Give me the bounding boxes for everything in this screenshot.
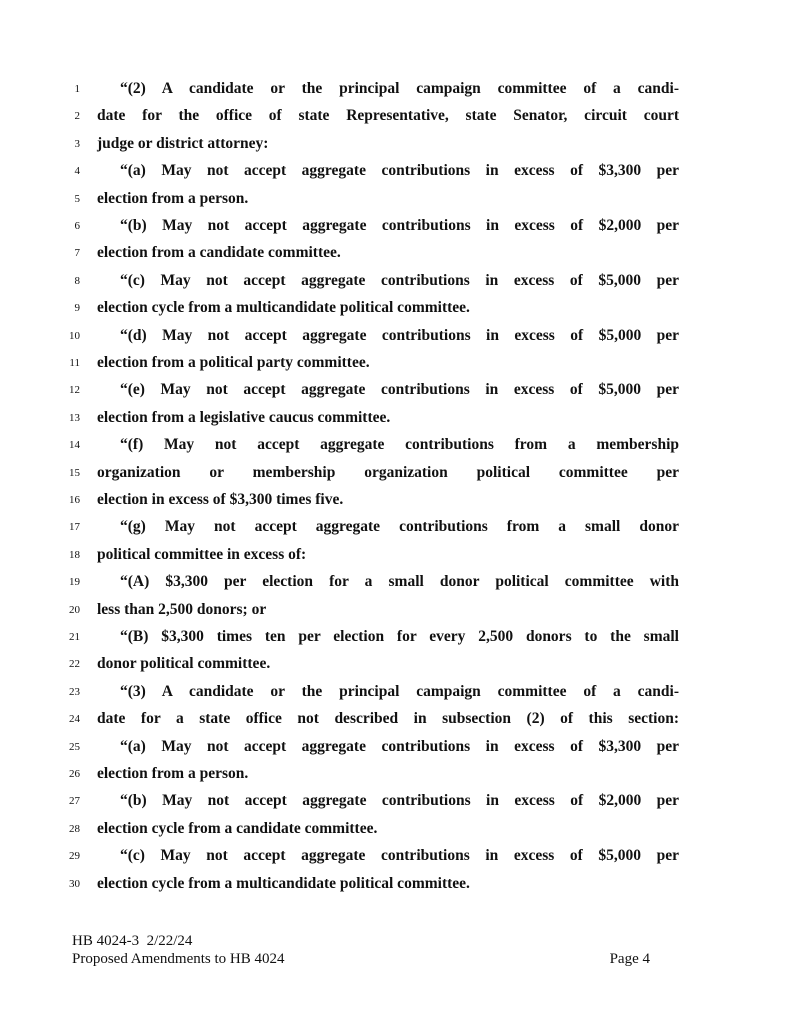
text-line: date for the office of state Representative, state Senator, circuit court [97,107,679,125]
text-line: “(b) May not accept aggregate contributions in excess of $2,000 per [120,217,679,234]
line-number: 14 [69,439,80,452]
line-number: 6 [74,220,80,232]
text-line: “(d) May not accept aggregate contributions in excess of $5,000 per [120,326,679,344]
text-line: election in excess of $3,300 times five. [97,491,344,508]
text-line: political committee in excess of: [97,545,307,563]
text-line: “(c) May not accept aggregate contributions in excess of $5,000 per [120,271,679,289]
line-number: 13 [69,411,80,424]
text-line: election from a legislative caucus committee. [97,408,391,426]
line-number: 8 [74,274,80,287]
line-number: 12 [69,384,80,397]
text-line: election from a political party committee. [97,354,370,371]
line-number: 5 [74,192,80,205]
line-number: 4 [74,165,80,178]
text-line: less than 2,500 donors; or [97,600,267,618]
line-number: 28 [69,822,80,835]
line-number: 24 [69,713,80,726]
text-line: election cycle from a multicandidate political committee. [97,299,470,317]
text-line: “(a) May not accept aggregate contributions in excess of $3,300 per [120,162,679,180]
text-line: donor political committee. [97,655,271,673]
line-number: 27 [69,795,80,808]
text-line: “(A) $3,300 per election for a small donor political committee with [120,573,679,591]
line-number: 29 [69,850,80,863]
text-line: “(3) A candidate or the principal campaign committee of a candi- [120,682,679,700]
line-number: 15 [69,466,80,479]
text-line: election from a person. [97,765,249,782]
footer-doc-id: HB 4024-3 2/22/24 [72,933,193,949]
text-line: election from a candidate committee. [97,244,341,262]
text-line: judge or district attorney: [97,134,269,152]
text-line: “(e) May not accept aggregate contributions in excess of $5,000 per [120,381,679,399]
text-line: “(f) May not accept aggregate contributions from a membership [120,436,679,454]
line-number: 16 [69,494,80,506]
footer-title: Proposed Amendments to HB 4024 [72,951,285,967]
line-number: 21 [69,631,80,643]
text-line: date for a state office not described in subsection (2) of this section: [97,710,679,728]
line-number: 18 [69,548,80,561]
text-line: organization or membership organization political committee per [97,463,679,481]
line-number: 3 [74,137,80,150]
line-number: 1 [74,83,80,95]
text-line: “(g) May not accept aggregate contributions from a small donor [120,518,679,536]
line-number: 11 [69,357,80,369]
line-number: 23 [69,685,80,698]
line-number: 26 [69,768,80,780]
line-number: 7 [74,247,80,260]
line-number: 22 [69,658,80,671]
line-number: 25 [69,740,80,753]
text-line: “(2) A candidate or the principal campaign committee of a candi- [120,80,679,97]
line-number: 17 [69,521,80,534]
line-number: 20 [69,603,80,616]
text-line: “(c) May not accept aggregate contributions in excess of $5,000 per [120,847,679,865]
text-line: election cycle from a multicandidate political committee. [97,874,470,892]
page-number: Page 4 [609,951,650,967]
text-line: “(B) $3,300 times ten per election for every 2,500 donors to the small [120,628,679,645]
line-number: 30 [69,877,80,890]
text-line: “(b) May not accept aggregate contributions in excess of $2,000 per [120,792,679,810]
line-number: 2 [74,110,80,123]
text-line: election from a person. [97,189,249,207]
text-line: “(a) May not accept aggregate contributions in excess of $3,300 per [120,737,679,755]
line-number: 9 [74,302,80,315]
text-line: election cycle from a candidate committee. [97,819,378,837]
line-number: 10 [69,329,80,342]
line-number: 19 [69,576,80,589]
